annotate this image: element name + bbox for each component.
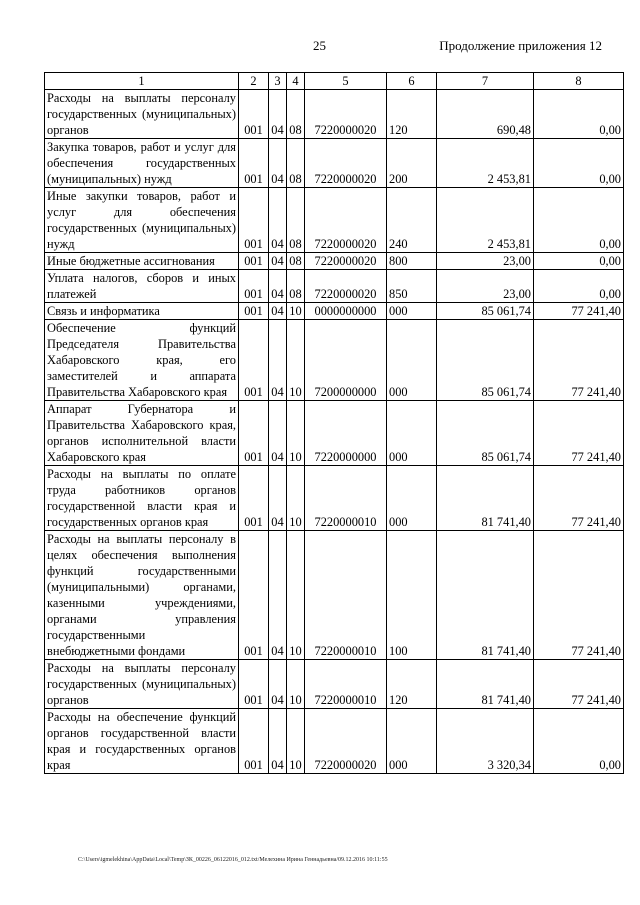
- cell-code-3: 08: [287, 90, 305, 139]
- cell-code-3: 08: [287, 139, 305, 188]
- cell-expense-type: 120: [387, 90, 437, 139]
- cell-code-1: 001: [239, 139, 269, 188]
- cell-amount-1: 690,48: [437, 90, 534, 139]
- cell-amount-2: 0,00: [534, 188, 624, 253]
- cell-code-3: 08: [287, 188, 305, 253]
- row-name: Связь и информатика: [45, 303, 239, 320]
- cell-expense-type: 200: [387, 139, 437, 188]
- cell-code-1: 001: [239, 401, 269, 466]
- cell-code-3: 08: [287, 270, 305, 303]
- column-header: 1: [45, 73, 239, 90]
- cell-code-1: 001: [239, 709, 269, 774]
- cell-code-3: 10: [287, 303, 305, 320]
- cell-code-3: 10: [287, 401, 305, 466]
- row-name: Уплата налогов, сборов и иных платежей: [45, 270, 239, 303]
- cell-expense-type: 000: [387, 401, 437, 466]
- cell-amount-1: 81 741,40: [437, 531, 534, 660]
- column-header: 6: [387, 73, 437, 90]
- cell-expense-type: 000: [387, 709, 437, 774]
- table-row: [45, 531, 624, 660]
- cell-code-1: 001: [239, 320, 269, 401]
- cell-expense-type: 000: [387, 320, 437, 401]
- cell-code-1: 001: [239, 270, 269, 303]
- column-header: 3: [269, 73, 287, 90]
- cell-code-3: 10: [287, 531, 305, 660]
- table-row: [45, 709, 624, 774]
- cell-target-code: 7220000020: [305, 709, 387, 774]
- cell-amount-2: 0,00: [534, 270, 624, 303]
- cell-amount-1: 3 320,34: [437, 709, 534, 774]
- cell-expense-type: 100: [387, 531, 437, 660]
- table-row: [45, 401, 624, 466]
- row-name: Обеспечение функций Председателя Правительства Хабаровского края, его заместителей и аппарата Правительства Хабаровского края: [45, 320, 239, 401]
- cell-code-2: 04: [269, 90, 287, 139]
- table-row: [45, 188, 624, 253]
- column-header: 5: [305, 73, 387, 90]
- cell-target-code: 7220000020: [305, 188, 387, 253]
- table-row: [45, 466, 624, 531]
- row-name: Расходы на выплаты персоналу государственных (муниципальных) органов: [45, 660, 239, 709]
- cell-code-2: 04: [269, 531, 287, 660]
- row-name: Расходы на выплаты персоналу государственных (муниципальных) органов: [45, 90, 239, 139]
- cell-code-1: 001: [239, 253, 269, 270]
- cell-amount-1: 23,00: [437, 270, 534, 303]
- row-name: Иные закупки товаров, работ и услуг для обеспечения государственных (муниципальных) нужд: [45, 188, 239, 253]
- cell-code-2: 04: [269, 466, 287, 531]
- cell-target-code: 7220000010: [305, 531, 387, 660]
- row-name: Расходы на обеспечение функций органов государственной власти края и государственных органов края: [45, 709, 239, 774]
- cell-amount-2: 77 241,40: [534, 531, 624, 660]
- cell-amount-1: 81 741,40: [437, 466, 534, 531]
- table-row: [45, 90, 624, 139]
- cell-target-code: 7220000010: [305, 660, 387, 709]
- cell-amount-2: 77 241,40: [534, 303, 624, 320]
- table-row: [45, 253, 624, 270]
- cell-amount-1: 85 061,74: [437, 303, 534, 320]
- cell-code-2: 04: [269, 709, 287, 774]
- cell-amount-1: 85 061,74: [437, 320, 534, 401]
- cell-expense-type: 240: [387, 188, 437, 253]
- cell-target-code: 7200000000: [305, 320, 387, 401]
- cell-code-2: 04: [269, 139, 287, 188]
- cell-target-code: 7220000020: [305, 139, 387, 188]
- cell-amount-1: 2 453,81: [437, 139, 534, 188]
- row-name: Иные бюджетные ассигнования: [45, 253, 239, 270]
- cell-expense-type: 120: [387, 660, 437, 709]
- cell-code-2: 04: [269, 253, 287, 270]
- row-name: Закупка товаров, работ и услуг для обеспечения государственных (муниципальных) нужд: [45, 139, 239, 188]
- cell-amount-2: 77 241,40: [534, 320, 624, 401]
- cell-amount-2: 0,00: [534, 709, 624, 774]
- cell-amount-1: 81 741,40: [437, 660, 534, 709]
- cell-target-code: 7220000010: [305, 466, 387, 531]
- document-footer-path: C:\Users\igmelekhina\AppData\Local\Temp\ЗК_00226_06122016_012.txt/Мелехина Ирина Геннадьевна/09.12.2016 10:11:55: [78, 857, 388, 863]
- table-row: [45, 139, 624, 188]
- column-header: 4: [287, 73, 305, 90]
- cell-code-1: 001: [239, 303, 269, 320]
- table-row: [45, 320, 624, 401]
- cell-amount-1: 85 061,74: [437, 401, 534, 466]
- column-header: 2: [239, 73, 269, 90]
- cell-code-2: 04: [269, 320, 287, 401]
- table-header-row: [45, 73, 624, 90]
- cell-code-3: 10: [287, 466, 305, 531]
- cell-code-3: 10: [287, 660, 305, 709]
- cell-code-2: 04: [269, 303, 287, 320]
- row-name: Расходы на выплаты по оплате труда работников органов государственной власти края и государственных органов края: [45, 466, 239, 531]
- appendix-title: Продолжение приложения 12: [439, 38, 602, 53]
- table-row: [45, 303, 624, 320]
- page-number: 25: [313, 38, 326, 53]
- cell-code-1: 001: [239, 188, 269, 253]
- cell-target-code: 7220000000: [305, 401, 387, 466]
- cell-amount-2: 77 241,40: [534, 401, 624, 466]
- cell-code-3: 10: [287, 709, 305, 774]
- cell-expense-type: 800: [387, 253, 437, 270]
- cell-code-2: 04: [269, 660, 287, 709]
- cell-expense-type: 000: [387, 303, 437, 320]
- cell-amount-2: 77 241,40: [534, 660, 624, 709]
- cell-code-3: 08: [287, 253, 305, 270]
- table-row: [45, 270, 624, 303]
- row-name: Аппарат Губернатора и Правительства Хабаровского края, органов исполнительной власти Хабаровского края: [45, 401, 239, 466]
- table-row: [45, 660, 624, 709]
- row-name: Расходы на выплаты персоналу в целях обеспечения выполнения функций государственными (муниципальными) органами, казенными учреждениями, органами управления государственными внебюджетными фондами: [45, 531, 239, 660]
- column-header: 7: [437, 73, 534, 90]
- cell-amount-2: 0,00: [534, 90, 624, 139]
- cell-amount-2: 77 241,40: [534, 466, 624, 531]
- cell-target-code: 7220000020: [305, 90, 387, 139]
- cell-amount-1: 2 453,81: [437, 188, 534, 253]
- cell-expense-type: 000: [387, 466, 437, 531]
- cell-code-2: 04: [269, 188, 287, 253]
- cell-code-1: 001: [239, 660, 269, 709]
- cell-code-2: 04: [269, 401, 287, 466]
- cell-target-code: 0000000000: [305, 303, 387, 320]
- cell-code-1: 001: [239, 90, 269, 139]
- cell-amount-2: 0,00: [534, 253, 624, 270]
- cell-code-3: 10: [287, 320, 305, 401]
- cell-amount-2: 0,00: [534, 139, 624, 188]
- budget-table: [44, 72, 624, 774]
- cell-code-2: 04: [269, 270, 287, 303]
- cell-expense-type: 850: [387, 270, 437, 303]
- cell-amount-1: 23,00: [437, 253, 534, 270]
- cell-target-code: 7220000020: [305, 253, 387, 270]
- cell-code-1: 001: [239, 466, 269, 531]
- cell-code-1: 001: [239, 531, 269, 660]
- column-header: 8: [534, 73, 624, 90]
- cell-target-code: 7220000020: [305, 270, 387, 303]
